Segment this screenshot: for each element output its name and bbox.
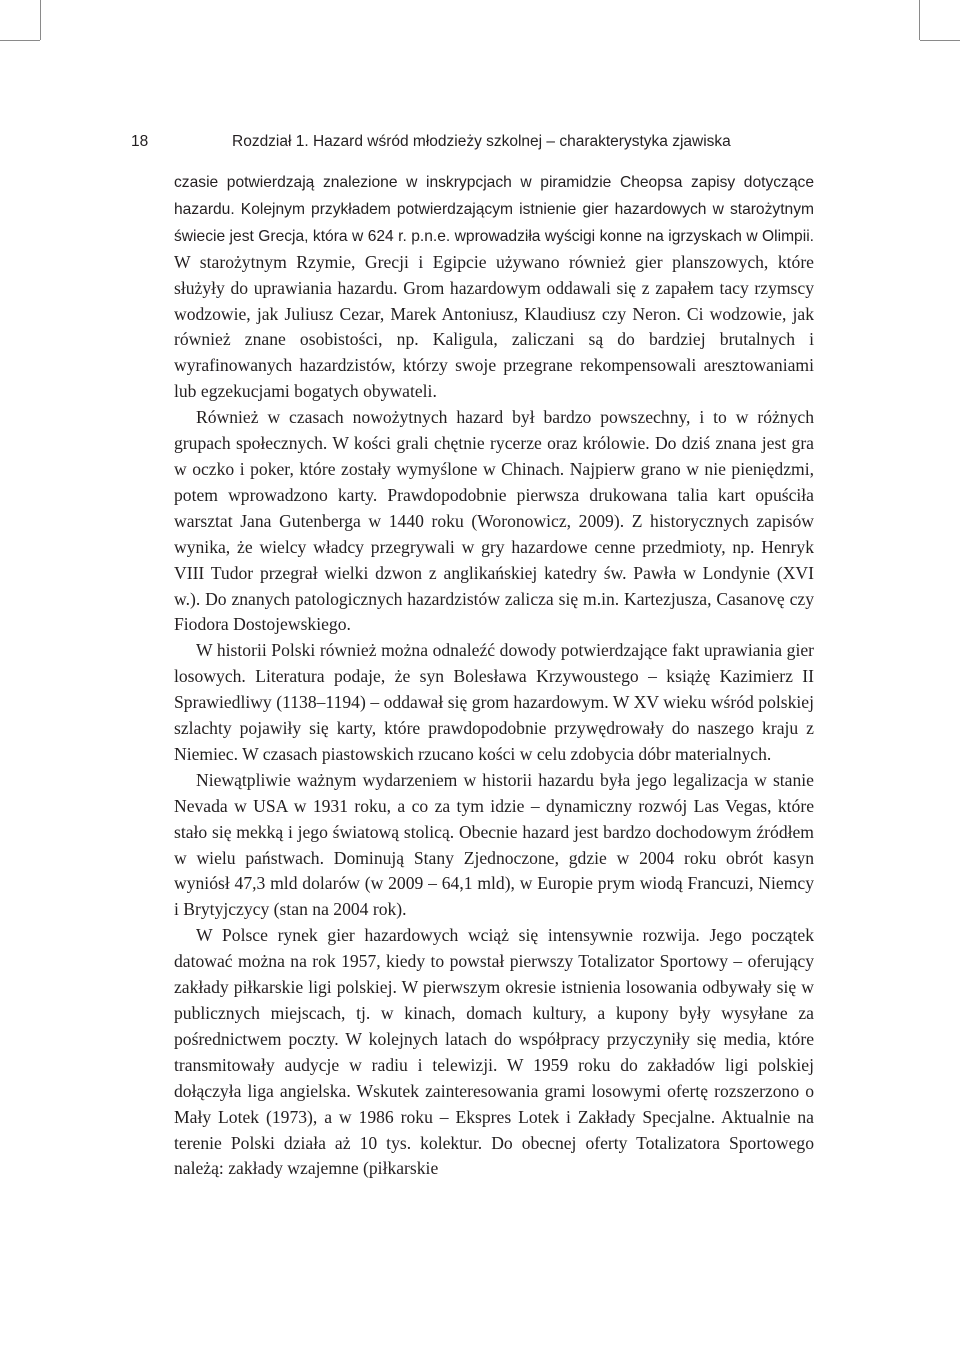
- paragraph-1-sans-run: czasie potwierdzają znalezione w inskrypcjach w piramidzie Cheopsa zapisy dotyczące hazardu. Kolejnym przykładem potwierdzającym istnienie gier hazardowych w starożytnym świecie jest Grecja, która w 624 r. p.n.e. wprowadziła wyścigi konne na igrzyskach w Olimpii.: [174, 174, 814, 245]
- paragraph-1-serif-run: W starożytnym Rzymie, Grecji i Egipcie używano również gier planszowych, które służyły do uprawiania hazardu. Grom hazardowym oddawali się z zapałem tacy rzymscy wodzowie, jak Juliusz Cezar, Marek Antoniusz, Klaudiusz czy Neron. Ci wodzowie, jak również znane osobistości, np. Kaligula, zaliczani są do bardziej brutalnych i wyrafinowanych hazardzistów, którzy swoje przegrane rekompensowali aresztowaniami lub egzekucjami bogatych obywateli.: [174, 251, 814, 402]
- crop-mark-left-top: [0, 40, 40, 41]
- crop-mark-top-left: [40, 0, 41, 40]
- crop-mark-right-top: [920, 40, 960, 41]
- body-text: [174, 169, 814, 1182]
- paragraph-2: Również w czasach nowożytnych hazard był bardzo powszechny, i to w różnych grupach społecznych. W kości grali chętnie rycerze oraz królowie. Do dziś znana jest gra w oczko i poker, które zostały wymyślone w Chinach. Najpierw grano w nie pieniędzmi, potem wprowadzono karty. Prawdopodobnie pierwsza drukowana talia kart opuściła warsztat Jana Gutenberga w 1440 roku (Woronowicz, 2009). Z historycznych zapisów wynika, że wielcy władcy przegrywali w gry hazardowe cenne przedmioty, np. Henryk VIII Tudor przegrał wielki dzwon z anglikańskiej katedry św. Pawła w Londynie (XVI w.). Do znanych patologicznych hazardzistów zalicza się m.in. Kartezjusza, Casanovę czy Fiodora Dostojewskiego.: [174, 407, 814, 635]
- paragraph-3: W historii Polski również można odnaleźć dowody potwierdzające fakt uprawiania gier losowych. Literatura podaje, że syn Bolesława Krzywoustego – książę Kazimierz II Sprawiedliwy (1138–1194) – oddawał się grom hazardowym. W XV wieku wśród polskiej szlachty pojawiły się karty, które prawdopodobnie przywędrowały do naszego kraju z Niemiec. W czasach piastowskich rzucano kości w celu zdobycia dóbr materialnych.: [174, 640, 814, 764]
- crop-mark-top-right: [919, 0, 920, 40]
- paragraph-4: Niewątpliwie ważnym wydarzeniem w historii hazardu była jego legalizacja w stanie Nevada w USA w 1931 roku, a co za tym idzie – dynamiczny rozwój Las Vegas, które stało się mekką i jego światową stolicą. Obecnie hazard jest bardzo dochodowym źródłem w wielu państwach. Dominują Stany Zjednoczone, gdzie w 2004 roku obrót kasyn wyniósł 47,3 mld dolarów (w 2009 – 64,1 mld), w Europie prym wiodą Francuzi, Niemcy i Brytyjczycy (stan na 2004 rok).: [174, 769, 814, 920]
- paragraph-5: W Polsce rynek gier hazardowych wciąż się intensywnie rozwija. Jego początek datować można na rok 1957, kiedy to powstał pierwszy Totalizator Sportowy – oferujący zakłady piłkarskie ligi polskiej. W pierwszym okresie istnienia losowania odbywały się w publicznych miejscach, tj. w kinach, domach kultury, a kupony były wysyłane za pośrednictwem poczty. W kolejnych latach do współpracy przyczyniły się media, które transmitowały audycje w radiu i telewizji. W 1959 roku do zakładów ligi polskiej dołączyła liga angielska. Wskutek zainteresowania grami losowymi ofertę rozszerzono o Mały Lotek (1973), a w 1986 roku – Ekspres Lotek i Zakłady Specjalne. Aktualnie na terenie Polski działa aż 10 tys. kolektur. Do obecnej oferty Totalizatora Sportowego należą: zakłady wzajemne (piłkarskie: [174, 925, 814, 1179]
- running-head: [0, 130, 960, 154]
- paragraph-1: [174, 169, 814, 405]
- page-number: 18: [131, 133, 149, 150]
- chapter-title: Rozdział 1. Hazard wśród młodzieży szkolnej – charakterystyka zjawiska: [232, 133, 731, 150]
